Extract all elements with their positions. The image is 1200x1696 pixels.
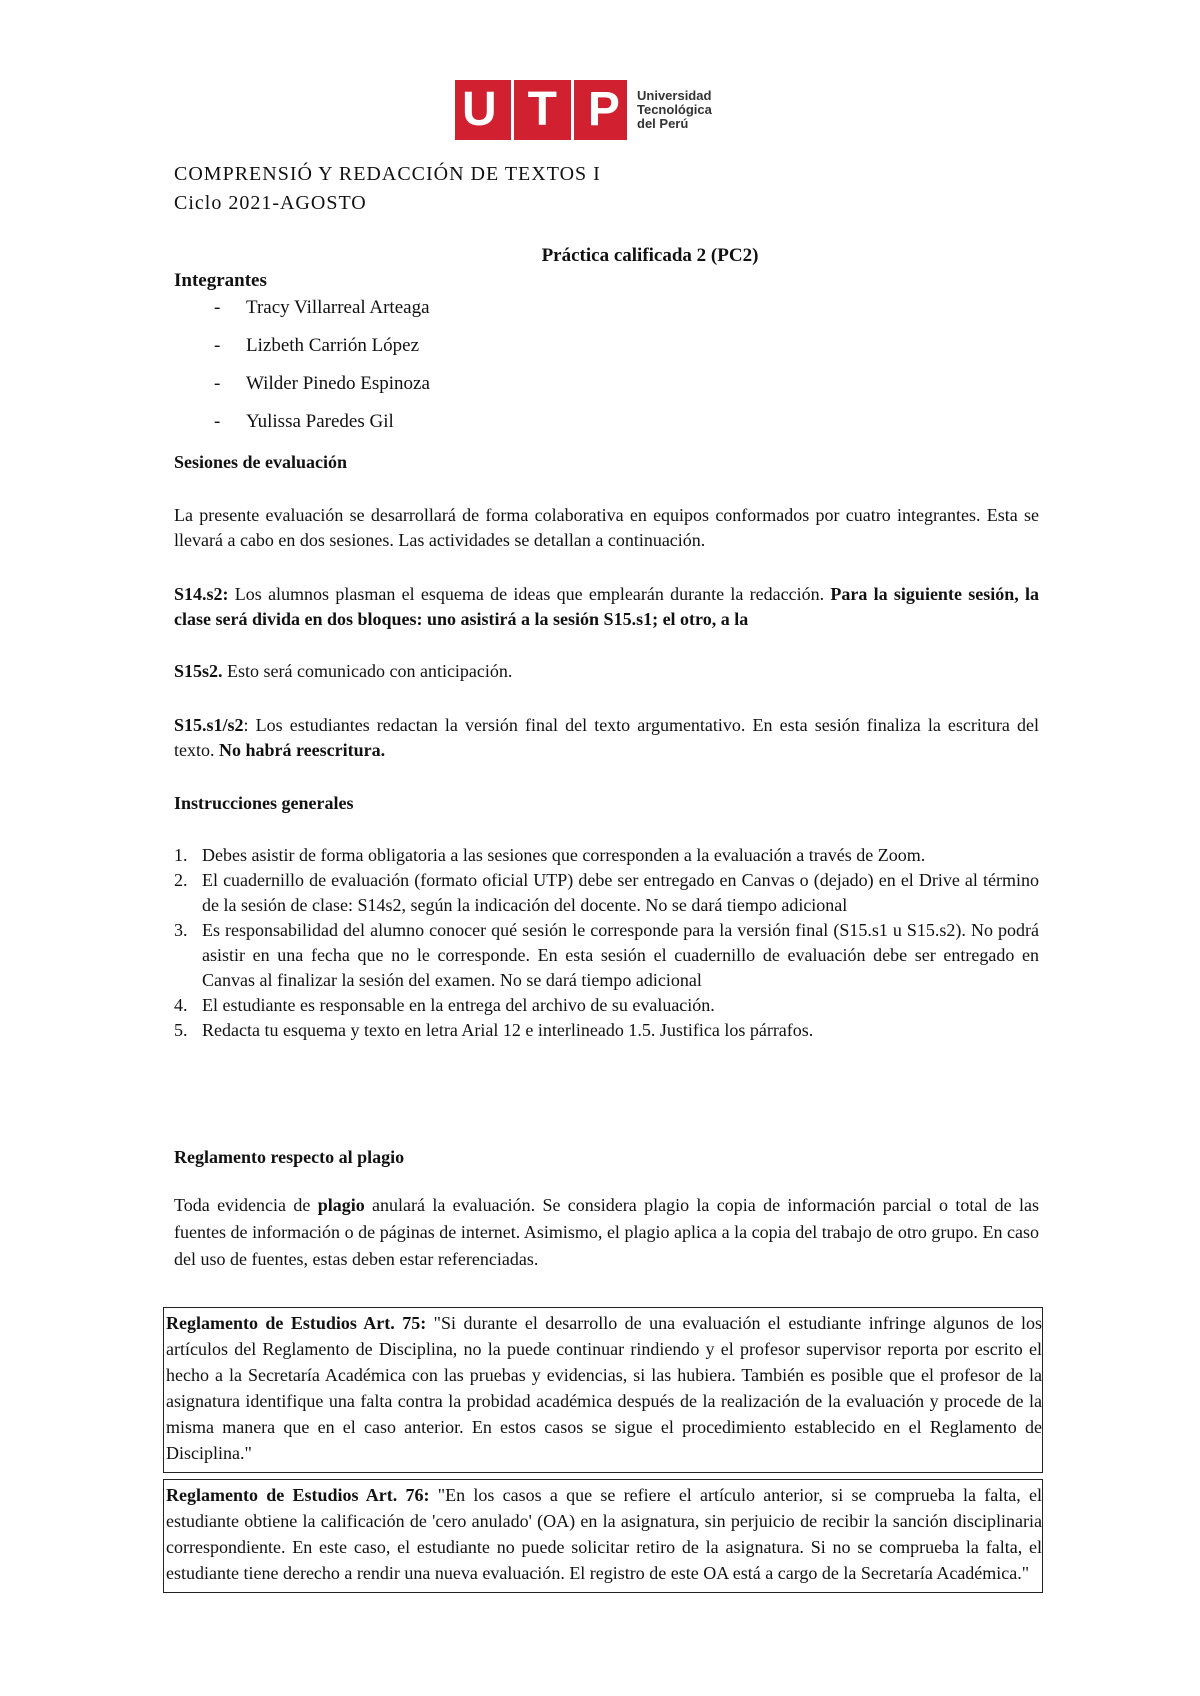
course-title: COMPRENSIÓ Y REDACCIÓN DE TEXTOS I	[174, 163, 601, 185]
practice-title: Práctica calificada 2 (PC2)	[541, 245, 759, 266]
list-item: 4. El estudiante es responsable en la entrega del archivo de su evaluación.	[174, 995, 715, 1015]
list-item: 3. Es responsabilidad del alumno conocer qué sesión le corresponde para la versión final (S15.s1 u S15.s2). No podrá asistir en una fecha que no le corresponde. En esta sesión el cuadernillo de evaluación debe ser entregado en Canvas al finalizar la sesión del examen. No se dará tiempo adicional	[174, 920, 1039, 990]
utp-logo	[455, 80, 725, 140]
instructions-title: Instrucciones generales	[174, 793, 354, 813]
course-cycle: Ciclo 2021-AGOSTO	[174, 192, 367, 214]
list-item: 5. Redacta tu esquema y texto en letra Arial 12 e interlineado 1.5. Justifica los párrafos.	[174, 1020, 814, 1040]
session-s15s2-paragraph: S15s2. Esto será comunicado con anticipación.	[174, 661, 513, 681]
sessions-intro: La presente evaluación se desarrollará de forma colaborativa en equipos conformados por cuatro integrantes. Esta se llevará a cabo en dos sesiones. Las actividades se detallan a continuación.	[174, 505, 1039, 550]
plagiarism-paragraph: Toda evidencia de plagio anulará la evaluación. Se considera plagio la copia de información parcial o total de las fuentes de información o de páginas de internet. Asimismo, el plagio aplica a la copia del trabajo de otro grupo. En caso del uso de fuentes, estas deben estar referenciadas.	[174, 1195, 1039, 1269]
logo-letter-u: U	[461, 83, 497, 136]
list-item: 1. Debes asistir de forma obligatoria a las sesiones que corresponden a la evaluación a través de Zoom.	[174, 845, 926, 865]
utp-logo-mark	[455, 80, 627, 140]
logo-line: Universidad	[637, 88, 712, 103]
logo-separator	[571, 80, 574, 140]
logo-wordmark	[637, 89, 712, 131]
list-item: - Wilder Pinedo Espinoza	[214, 373, 430, 394]
instructions-list	[174, 843, 1039, 1043]
logo-line: Tecnológica	[637, 102, 712, 117]
session-s14-paragraph: S14.s2: Los alumnos plasman el esquema de ideas que emplearán durante la redacción. Para la siguiente sesión, la clase será divida en dos bloques: uno asistirá a la sesión S15.s1; el otro, a la	[174, 584, 1039, 629]
list-item: - Tracy Villarreal Arteaga	[214, 297, 430, 318]
article-76-box: Reglamento de Estudios Art. 76: "En los casos a que se refiere el artículo anterior, si se comprueba la falta, el estudiante obtiene la calificación de 'cero anulado' (OA) en la asignatura, sin perjuicio de recibir la sanción disciplinaria correspondiente. En este caso, el estudiante no puede solicitar retiro de la asignatura. Si no se comprueba la falta, el estudiante tiene derecho a rendir una nueva evaluación. El registro de este OA está a cargo de la Secretaría Académica."	[163, 1479, 1043, 1593]
session-s15-paragraph: S15.s1/s2: Los estudiantes redactan la versión final del texto argumentativo. En esta sesión finaliza la escritura del texto. No habrá reescritura.	[174, 715, 1039, 760]
list-item: - Lizbeth Carrión López	[214, 335, 420, 356]
members-title: Integrantes	[174, 270, 267, 291]
logo-line: del Perú	[637, 116, 689, 131]
list-item: 2. El cuadernillo de evaluación (formato oficial UTP) debe ser entregado en Canvas o (dejado) en el Drive al término de la sesión de clase: S14s2, según la indicación del docente. No se dará tiempo adicional	[174, 870, 1039, 915]
logo-letter-t: T	[527, 83, 557, 136]
list-item: - Yulissa Paredes Gil	[214, 411, 394, 432]
members-list	[214, 297, 430, 449]
article-75-box: Reglamento de Estudios Art. 75: "Si durante el desarrollo de una evaluación el estudiante infringe algunos de los artículos del Reglamento de Disciplina, no la puede continuar rindiendo y el profesor supervisor reporta por escrito el hecho a la Secretaría Académica con las pruebas y evidencias, si las hubiera. También es posible que el profesor de la asignatura identifique una falta contra la probidad académica después de la realización de la evaluación y procede de la misma manera que en el caso anterior. En estos casos se sigue el procedimiento establecido en el Reglamento de Disciplina."	[163, 1307, 1043, 1473]
logo-separator	[511, 80, 514, 140]
sessions-title: Sesiones de evaluación	[174, 452, 348, 472]
logo-letter-p: P	[587, 83, 620, 136]
plagiarism-title: Reglamento respecto al plagio	[174, 1147, 405, 1167]
